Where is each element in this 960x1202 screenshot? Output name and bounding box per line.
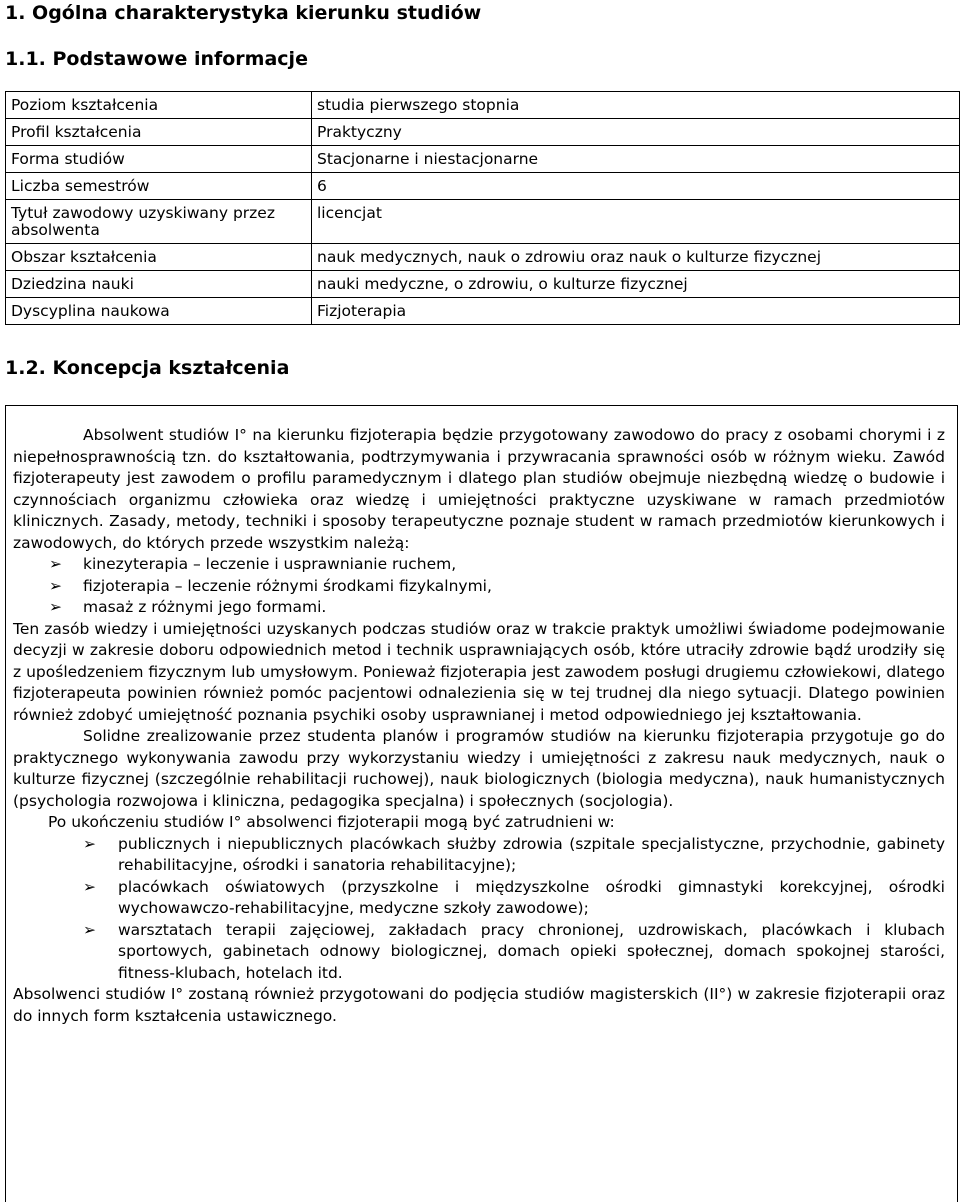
table-row xyxy=(6,244,960,271)
list-item: ➢ fizjoterapia – leczenie różnymi środkami fizykalnymi, xyxy=(13,576,945,598)
section-heading-1: 1. Ogólna charakterystyka kierunku studiów xyxy=(5,2,482,24)
info-key: Tytuł zawodowy uzyskiwany przez absolwenta xyxy=(6,200,312,244)
arrow-bullet-icon: ➢ xyxy=(83,920,96,939)
info-value: Fizjoterapia xyxy=(312,298,960,325)
info-value: Praktyczny xyxy=(312,119,960,146)
list-item: ➢ kinezyterapia – leczenie i usprawnianie ruchem, xyxy=(13,554,945,576)
list-item: ➢ warsztatach terapii zajęciowej, zakładach pracy chronionej, uzdrowiskach, placówkach i klubach sportowych, gabinetach odnowy biologicznej, domach opieki społecznej, domach spokojnej starości, fitness-klubach, hotelach itd. xyxy=(83,920,945,982)
info-key: Obszar kształcenia xyxy=(6,244,312,271)
paragraph-skills: Ten zasób wiedzy i umiejętności uzyskanych podczas studiów oraz w trakcie praktyk umożliwi świadome podejmowanie decyzji w zakresie doboru odpowiednich metod i technik usprawniających osób, które utraciły zdrowie bądź urodziły się z upośledzeniem fizycznym lub umysłowym. Ponieważ fizjoterapia jest zawodem posługi drugiemu człowiekowi, dlatego fizjoterapeuta powinien również pomóc pacjentowi odnalezienia się w tej trudnej dla niego sytuacji. Dlatego powinien również zdobyć umiejętność poznania psychiki osoby usprawnianej i metod odpowiedniego jej kształtowania. xyxy=(13,619,945,724)
list-item: ➢ masaż z różnymi jego formami. xyxy=(13,597,945,619)
info-key: Dziedzina nauki xyxy=(6,271,312,298)
subject-list xyxy=(13,554,945,619)
arrow-bullet-icon: ➢ xyxy=(49,598,62,616)
table-row xyxy=(6,200,960,244)
arrow-bullet-icon: ➢ xyxy=(49,576,62,595)
list-item: ➢ publicznych i niepublicznych placówkach służby zdrowia (szpitale specjalistyczne, przychodnie, gabinety rehabilitacyjne, ośrodki i sanatoria rehabilitacyjne); xyxy=(83,834,945,874)
table-row xyxy=(6,298,960,325)
info-value: nauki medyczne, o zdrowiu, o kulturze fizycznej xyxy=(312,271,960,298)
section-heading-1-1: 1.1. Podstawowe informacje xyxy=(5,48,308,70)
table-row xyxy=(6,119,960,146)
table-row xyxy=(6,271,960,298)
basic-info-table xyxy=(5,91,960,325)
info-value: nauk medycznych, nauk o zdrowiu oraz nauk o kulturze fizycznej xyxy=(312,244,960,271)
paragraph-graduate: Absolwent studiów I° na kierunku fizjoterapia będzie przygotowany zawodowo do pracy z osobami chorymi i z niepełnosprawnością tzn. do kształtowania, podtrzymywania i przywracania sprawności osób w różnym wieku. Zawód fizjoterapeuty jest zawodem o profilu paramedycznym i dlatego plan studiów obejmuje niezbędną wiedzę o budowie i czynnościach organizmu człowieka oraz wiedzę i umiejętności praktyczne uzyskiwane w ramach przedmiotów klinicznych. Zasady, metody, techniki i sposoby terapeutyczne poznaje student w ramach przedmiotów kierunkowych i zawodowych, do których przede wszystkim należą: xyxy=(13,426,945,552)
employment-list xyxy=(13,834,945,985)
info-key: Profil kształcenia xyxy=(6,119,312,146)
info-key: Liczba semestrów xyxy=(6,173,312,200)
info-key: Dyscyplina naukowa xyxy=(6,298,312,325)
paragraph-further-study: Absolwenci studiów I° zostaną również przygotowani do podjęcia studiów magisterskich (II°) w zakresie fizjoterapii oraz do innych form kształcenia ustawicznego. xyxy=(13,985,945,1025)
paragraph-employment: Po ukończeniu studiów I° absolwenci fizjoterapii mogą być zatrudnieni w: xyxy=(48,813,615,831)
concept-text xyxy=(13,425,945,1027)
info-key: Forma studiów xyxy=(6,146,312,173)
info-value: 6 xyxy=(312,173,960,200)
table-row xyxy=(6,146,960,173)
info-key: Poziom kształcenia xyxy=(6,92,312,119)
section-heading-1-2: 1.2. Koncepcja kształcenia xyxy=(5,357,290,379)
arrow-bullet-icon: ➢ xyxy=(49,555,62,573)
table-row xyxy=(6,173,960,200)
info-value: studia pierwszego stopnia xyxy=(312,92,960,119)
list-item: ➢ placówkach oświatowych (przyszkolne i międzyszkolne ośrodki gimnastyki korekcyjnej, ośrodki wychowawczo-rehabilitacyjne, medyczne szkoły zawodowe); xyxy=(83,877,945,917)
arrow-bullet-icon: ➢ xyxy=(83,834,96,853)
info-value: Stacjonarne i niestacjonarne xyxy=(312,146,960,173)
paragraph-program: Solidne zrealizowanie przez studenta planów i programów studiów na kierunku fizjoterapia przygotuje go do praktycznego wykonywania zawodu przy wykorzystaniu wiedzy i umiejętności z zakresu nauk medycznych, nauk o kulturze fizycznej (szczególnie rehabilitacji ruchowej), nauk biologicznych (biologia medyczna), nauk humanistycznych (psychologia rozwojowa i kliniczna, pedagogika specjalna) i społecznych (socjologia). xyxy=(13,727,945,810)
info-value: licencjat xyxy=(312,200,960,244)
table-row xyxy=(6,92,960,119)
arrow-bullet-icon: ➢ xyxy=(83,877,96,896)
